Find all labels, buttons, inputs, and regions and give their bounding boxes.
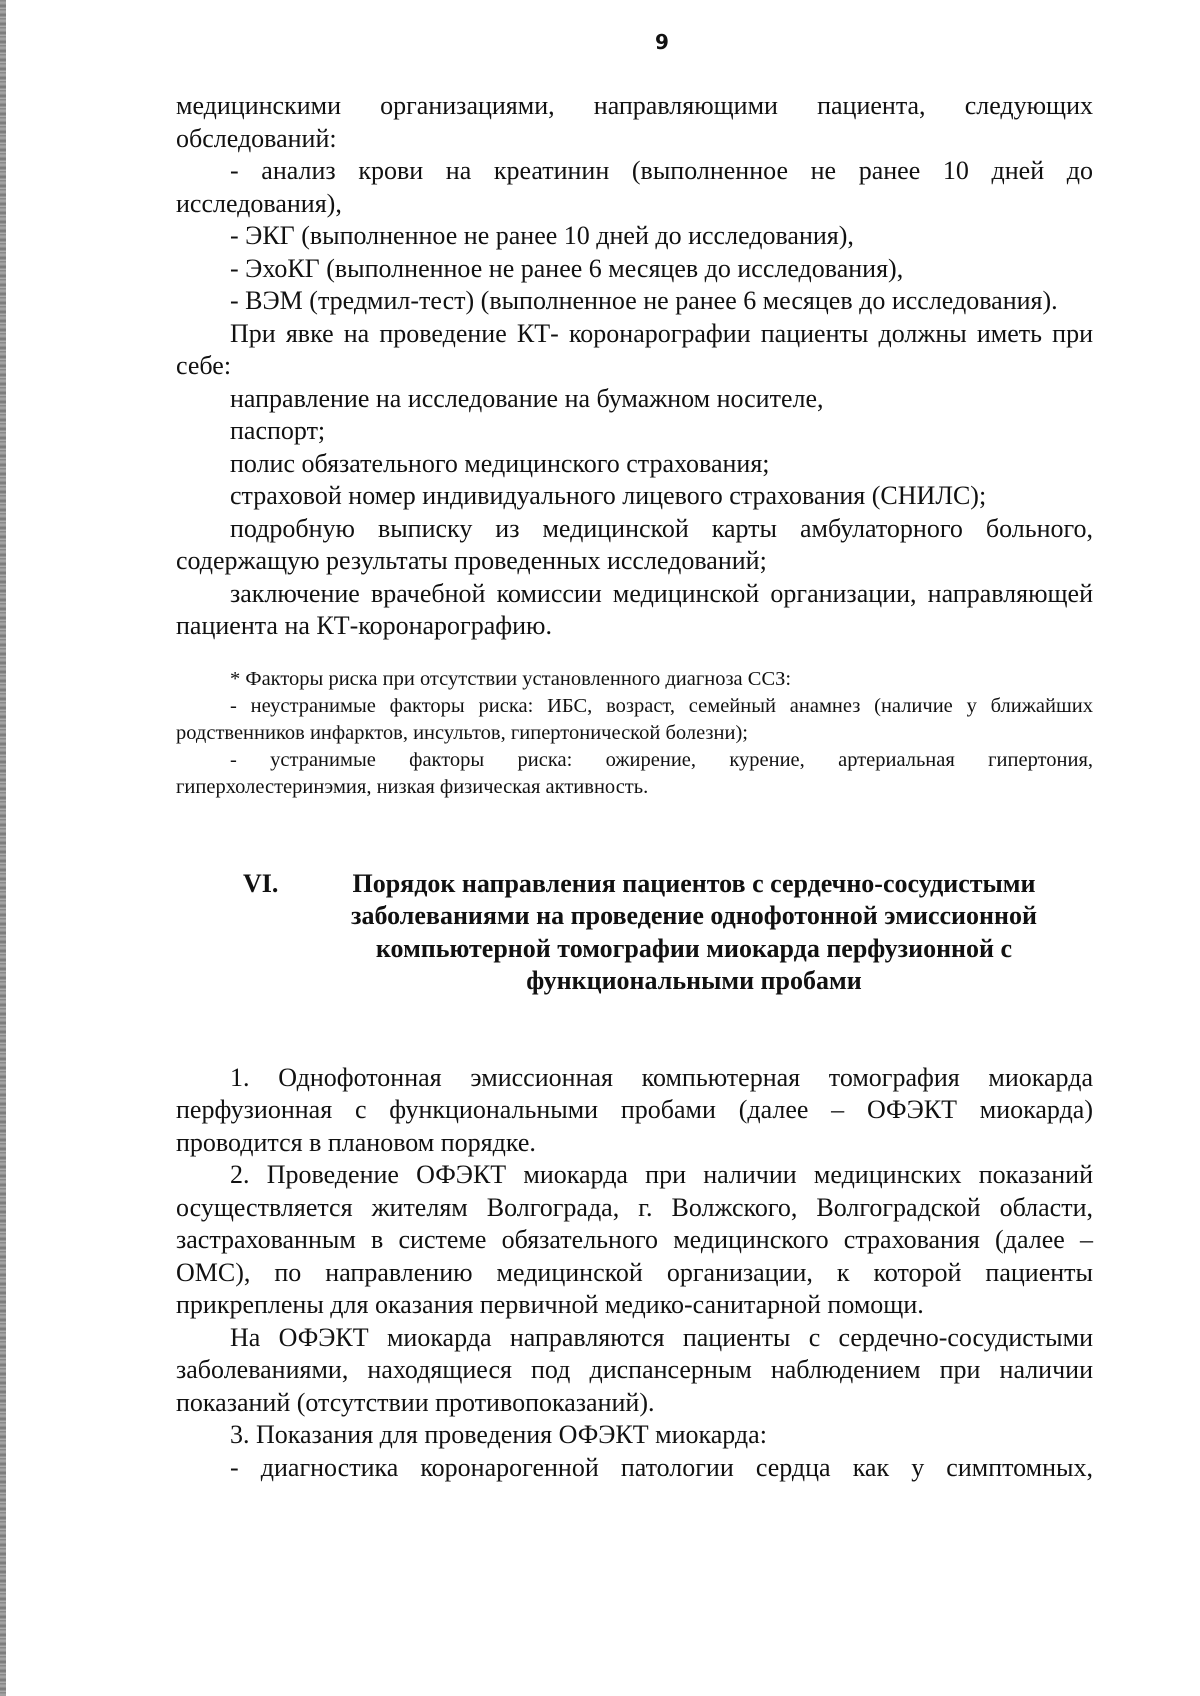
list-item: - диагностика коронарогенной патологии сердца как у симптомных, bbox=[230, 1452, 1093, 1482]
section-heading bbox=[176, 868, 1093, 998]
section-title-line: заболеваниями на проведение однофотонной эмиссионной bbox=[351, 901, 1037, 930]
footnote-item: - устранимые факторы риска: ожирение, курение, артериальная гипертония, гиперхолестеринэмия, низкая физическая активность. bbox=[176, 748, 1093, 798]
footnote-title: * Факторы риска при отсутствии установленного диагноза ССЗ: bbox=[230, 667, 792, 690]
paragraph: медицинскими организациями, направляющими пациента, следующих обследований: bbox=[176, 91, 1093, 153]
list-item: паспорт; bbox=[230, 416, 326, 445]
section-title-line: Порядок направления пациентов с сердечно-сосудистыми bbox=[352, 868, 1036, 898]
document-body bbox=[176, 90, 1093, 1484]
section-title bbox=[314, 868, 1074, 998]
section-body bbox=[176, 1062, 1093, 1485]
page-number: 9 bbox=[655, 30, 669, 54]
list-item: подробную выписку из медицинской карты амбулаторного больного, содержащую результаты проведенных исследований; bbox=[176, 513, 1093, 575]
paragraph: 2. Проведение ОФЭКТ миокарда при наличии медицинских показаний осуществляется жителям Волгограда, г. Волжского, Волгоградской области, застрахованным в системе обязательного медицинского страхования (далее – ОМС), по направлению медицинской организации, к которой пациенты прикреплены для оказания первичной медико-санитарной помощи. bbox=[176, 1160, 1093, 1319]
list-item: - анализ крови на креатинин (выполненное не ранее 10 дней до исследования), bbox=[176, 156, 1093, 218]
list-item: - ВЭМ (тредмил-тест) (выполненное не ранее 6 месяцев до исследования). bbox=[230, 286, 1058, 315]
list-item: - ЭхоКГ (выполненное не ранее 6 месяцев до исследования), bbox=[230, 253, 904, 283]
list-item: - ЭКГ (выполненное не ранее 10 дней до исследования), bbox=[230, 221, 854, 250]
section-title-line: функциональными пробами bbox=[526, 966, 862, 995]
paragraph: На ОФЭКТ миокарда направляются пациенты с сердечно-сосудистыми заболеваниями, находящиеся под диспансерным наблюдением при наличии показаний (отсутствии противопоказаний). bbox=[176, 1322, 1093, 1417]
paragraph: 3. Показания для проведения ОФЭКТ миокарда: bbox=[230, 1420, 767, 1449]
list-item: заключение врачебной комиссии медицинской организации, направляющей пациента на КТ-коронарографию. bbox=[176, 578, 1093, 640]
section-title-line: компьютерной томографии миокарда перфузионной с bbox=[375, 933, 1013, 963]
footnote bbox=[176, 666, 1093, 801]
paragraph: При явке на проведение КТ- коронарографии пациенты должны иметь при себе: bbox=[176, 318, 1093, 380]
list-item: полис обязательного медицинского страхования; bbox=[230, 448, 770, 478]
list-item: страховой номер индивидуального лицевого страхования (СНИЛС); bbox=[230, 481, 987, 510]
top-block bbox=[176, 90, 1093, 643]
footnote-item: - неустранимые факторы риска: ИБС, возраст, семейный анамнез (наличие у ближайших родственников инфарктов, инсультов, гипертонической болезни); bbox=[176, 694, 1093, 744]
section-number: VI. bbox=[243, 868, 279, 898]
list-item: направление на исследование на бумажном носителе, bbox=[230, 383, 824, 413]
scan-edge bbox=[0, 0, 6, 1696]
paragraph: 1. Однофотонная эмиссионная компьютерная томография миокарда перфузионная с функциональными пробами (далее – ОФЭКТ миокарда) проводится в плановом порядке. bbox=[176, 1062, 1093, 1157]
